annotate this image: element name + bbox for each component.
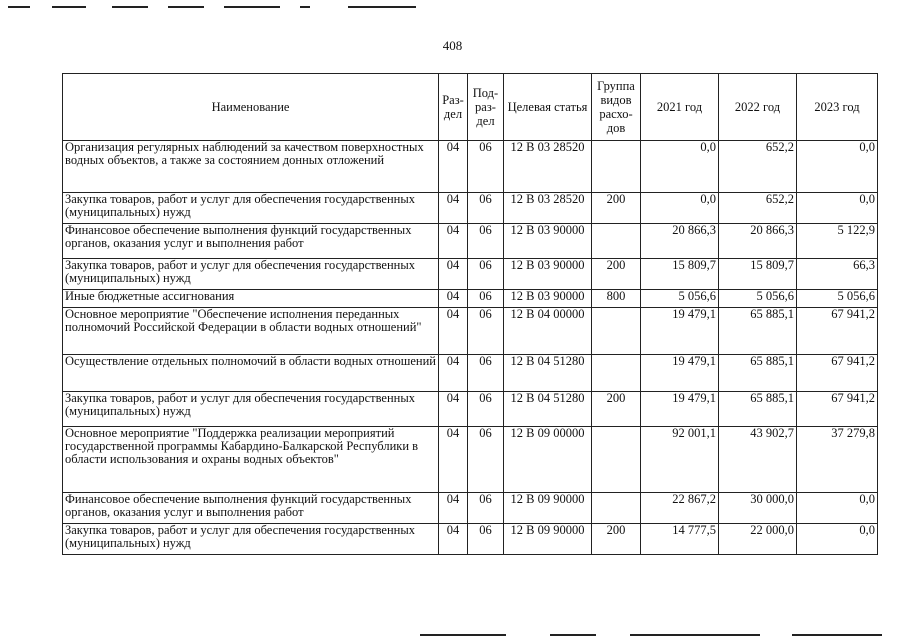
row-razdel: 04 — [439, 355, 468, 392]
row-2021: 19 479,1 — [641, 308, 719, 355]
table-row — [63, 392, 878, 427]
row-2023: 0,0 — [797, 524, 878, 555]
table-row — [63, 493, 878, 524]
row-group: 800 — [592, 290, 641, 308]
row-razdel: 04 — [439, 141, 468, 193]
table-row — [63, 290, 878, 308]
row-target: 12 В 04 51280 — [504, 355, 592, 392]
row-razdel: 04 — [439, 193, 468, 224]
row-podrazdel: 06 — [468, 224, 504, 259]
row-2021: 14 777,5 — [641, 524, 719, 555]
row-podrazdel: 06 — [468, 290, 504, 308]
row-razdel: 04 — [439, 493, 468, 524]
row-podrazdel: 06 — [468, 193, 504, 224]
row-2023: 0,0 — [797, 141, 878, 193]
row-2021: 0,0 — [641, 141, 719, 193]
row-razdel: 04 — [439, 290, 468, 308]
row-name: Закупка товаров, работ и услуг для обеспечения государственных (муниципальных) нужд — [63, 524, 439, 555]
scan-edge-line — [224, 6, 280, 8]
row-group: 200 — [592, 193, 641, 224]
row-name: Организация регулярных наблюдений за качеством поверхностных водных объектов, а также за состоянием донных отложений — [63, 141, 439, 193]
row-name: Иные бюджетные ассигнования — [63, 290, 439, 308]
row-target: 12 В 09 00000 — [504, 427, 592, 493]
row-2022: 65 885,1 — [719, 392, 797, 427]
row-group: 200 — [592, 392, 641, 427]
row-2022: 43 902,7 — [719, 427, 797, 493]
table-row — [63, 355, 878, 392]
row-target: 12 В 03 90000 — [504, 290, 592, 308]
header-2023: 2023 год — [797, 74, 878, 141]
scan-edge-line — [112, 6, 148, 8]
row-podrazdel: 06 — [468, 308, 504, 355]
scan-edge-line — [420, 634, 506, 636]
row-name: Закупка товаров, работ и услуг для обеспечения государственных (муниципальных) нужд — [63, 392, 439, 427]
row-2022: 65 885,1 — [719, 355, 797, 392]
row-name: Осуществление отдельных полномочий в области водных отношений — [63, 355, 439, 392]
row-name: Закупка товаров, работ и услуг для обеспечения государственных (муниципальных) нужд — [63, 193, 439, 224]
row-2021: 20 866,3 — [641, 224, 719, 259]
row-2022: 652,2 — [719, 193, 797, 224]
table-row — [63, 224, 878, 259]
row-2022: 5 056,6 — [719, 290, 797, 308]
row-2023: 37 279,8 — [797, 427, 878, 493]
table-row — [63, 193, 878, 224]
scan-edge-line — [52, 6, 86, 8]
row-name: Закупка товаров, работ и услуг для обеспечения государственных (муниципальных) нужд — [63, 259, 439, 290]
row-2023: 66,3 — [797, 259, 878, 290]
row-2021: 0,0 — [641, 193, 719, 224]
row-razdel: 04 — [439, 259, 468, 290]
scan-edge-line — [630, 634, 760, 636]
row-2023: 0,0 — [797, 493, 878, 524]
row-2023: 5 122,9 — [797, 224, 878, 259]
row-2021: 22 867,2 — [641, 493, 719, 524]
row-2023: 67 941,2 — [797, 308, 878, 355]
row-2023: 67 941,2 — [797, 355, 878, 392]
scan-edge-line — [550, 634, 596, 636]
row-2021: 19 479,1 — [641, 355, 719, 392]
row-group — [592, 308, 641, 355]
header-2022: 2022 год — [719, 74, 797, 141]
scan-edge-line — [8, 6, 30, 8]
row-name: Основное мероприятие "Поддержка реализации мероприятий государственной программы Кабардино-Балкарской Республики в области использования и охраны водных объектов" — [63, 427, 439, 493]
row-name: Основное мероприятие "Обеспечение исполнения переданных полномочий Российской Федерации в области водных отношений" — [63, 308, 439, 355]
table-row — [63, 524, 878, 555]
row-group — [592, 427, 641, 493]
budget-table — [62, 73, 878, 555]
page-number: 408 — [442, 38, 463, 53]
row-group: 200 — [592, 524, 641, 555]
row-2021: 92 001,1 — [641, 427, 719, 493]
row-name: Финансовое обеспечение выполнения функций государственных органов, оказания услуг и выполнения работ — [63, 493, 439, 524]
row-razdel: 04 — [439, 524, 468, 555]
row-target: 12 В 04 00000 — [504, 308, 592, 355]
table-row — [63, 308, 878, 355]
table-header-row — [63, 74, 878, 141]
scan-edge-line — [168, 6, 204, 8]
scan-edge-line — [348, 6, 416, 8]
row-group — [592, 493, 641, 524]
row-podrazdel: 06 — [468, 355, 504, 392]
header-2021: 2021 год — [641, 74, 719, 141]
row-2021: 5 056,6 — [641, 290, 719, 308]
row-razdel: 04 — [439, 308, 468, 355]
row-target: 12 В 03 28520 — [504, 193, 592, 224]
row-group: 200 — [592, 259, 641, 290]
row-2022: 22 000,0 — [719, 524, 797, 555]
row-target: 12 В 04 51280 — [504, 392, 592, 427]
row-target: 12 В 03 90000 — [504, 224, 592, 259]
row-2023: 5 056,6 — [797, 290, 878, 308]
table-row — [63, 141, 878, 193]
row-podrazdel: 06 — [468, 524, 504, 555]
table-row — [63, 259, 878, 290]
row-2022: 20 866,3 — [719, 224, 797, 259]
row-2023: 0,0 — [797, 193, 878, 224]
row-2022: 30 000,0 — [719, 493, 797, 524]
row-group — [592, 141, 641, 193]
row-name: Финансовое обеспечение выполнения функций государственных органов, оказания услуг и выполнения работ — [63, 224, 439, 259]
row-2021: 19 479,1 — [641, 392, 719, 427]
row-razdel: 04 — [439, 392, 468, 427]
row-podrazdel: 06 — [468, 493, 504, 524]
row-razdel: 04 — [439, 224, 468, 259]
table-row — [63, 427, 878, 493]
row-podrazdel: 06 — [468, 259, 504, 290]
header-target: Целевая статья — [504, 74, 592, 141]
row-target: 12 В 09 90000 — [504, 493, 592, 524]
scan-edge-line — [300, 6, 310, 8]
row-podrazdel: 06 — [468, 427, 504, 493]
header-name: Наименование — [63, 74, 439, 141]
header-razdel: Раз-дел — [439, 74, 468, 141]
row-target: 12 В 09 90000 — [504, 524, 592, 555]
row-group — [592, 224, 641, 259]
row-group — [592, 355, 641, 392]
header-podrazdel: Под-раз-дел — [468, 74, 504, 141]
row-2023: 67 941,2 — [797, 392, 878, 427]
row-target: 12 В 03 90000 — [504, 259, 592, 290]
row-2022: 65 885,1 — [719, 308, 797, 355]
header-group: Группа видов расхо-дов — [592, 74, 641, 141]
row-target: 12 В 03 28520 — [504, 141, 592, 193]
row-razdel: 04 — [439, 427, 468, 493]
row-podrazdel: 06 — [468, 141, 504, 193]
row-2022: 15 809,7 — [719, 259, 797, 290]
row-2022: 652,2 — [719, 141, 797, 193]
row-podrazdel: 06 — [468, 392, 504, 427]
scan-edge-line — [792, 634, 882, 636]
row-2021: 15 809,7 — [641, 259, 719, 290]
